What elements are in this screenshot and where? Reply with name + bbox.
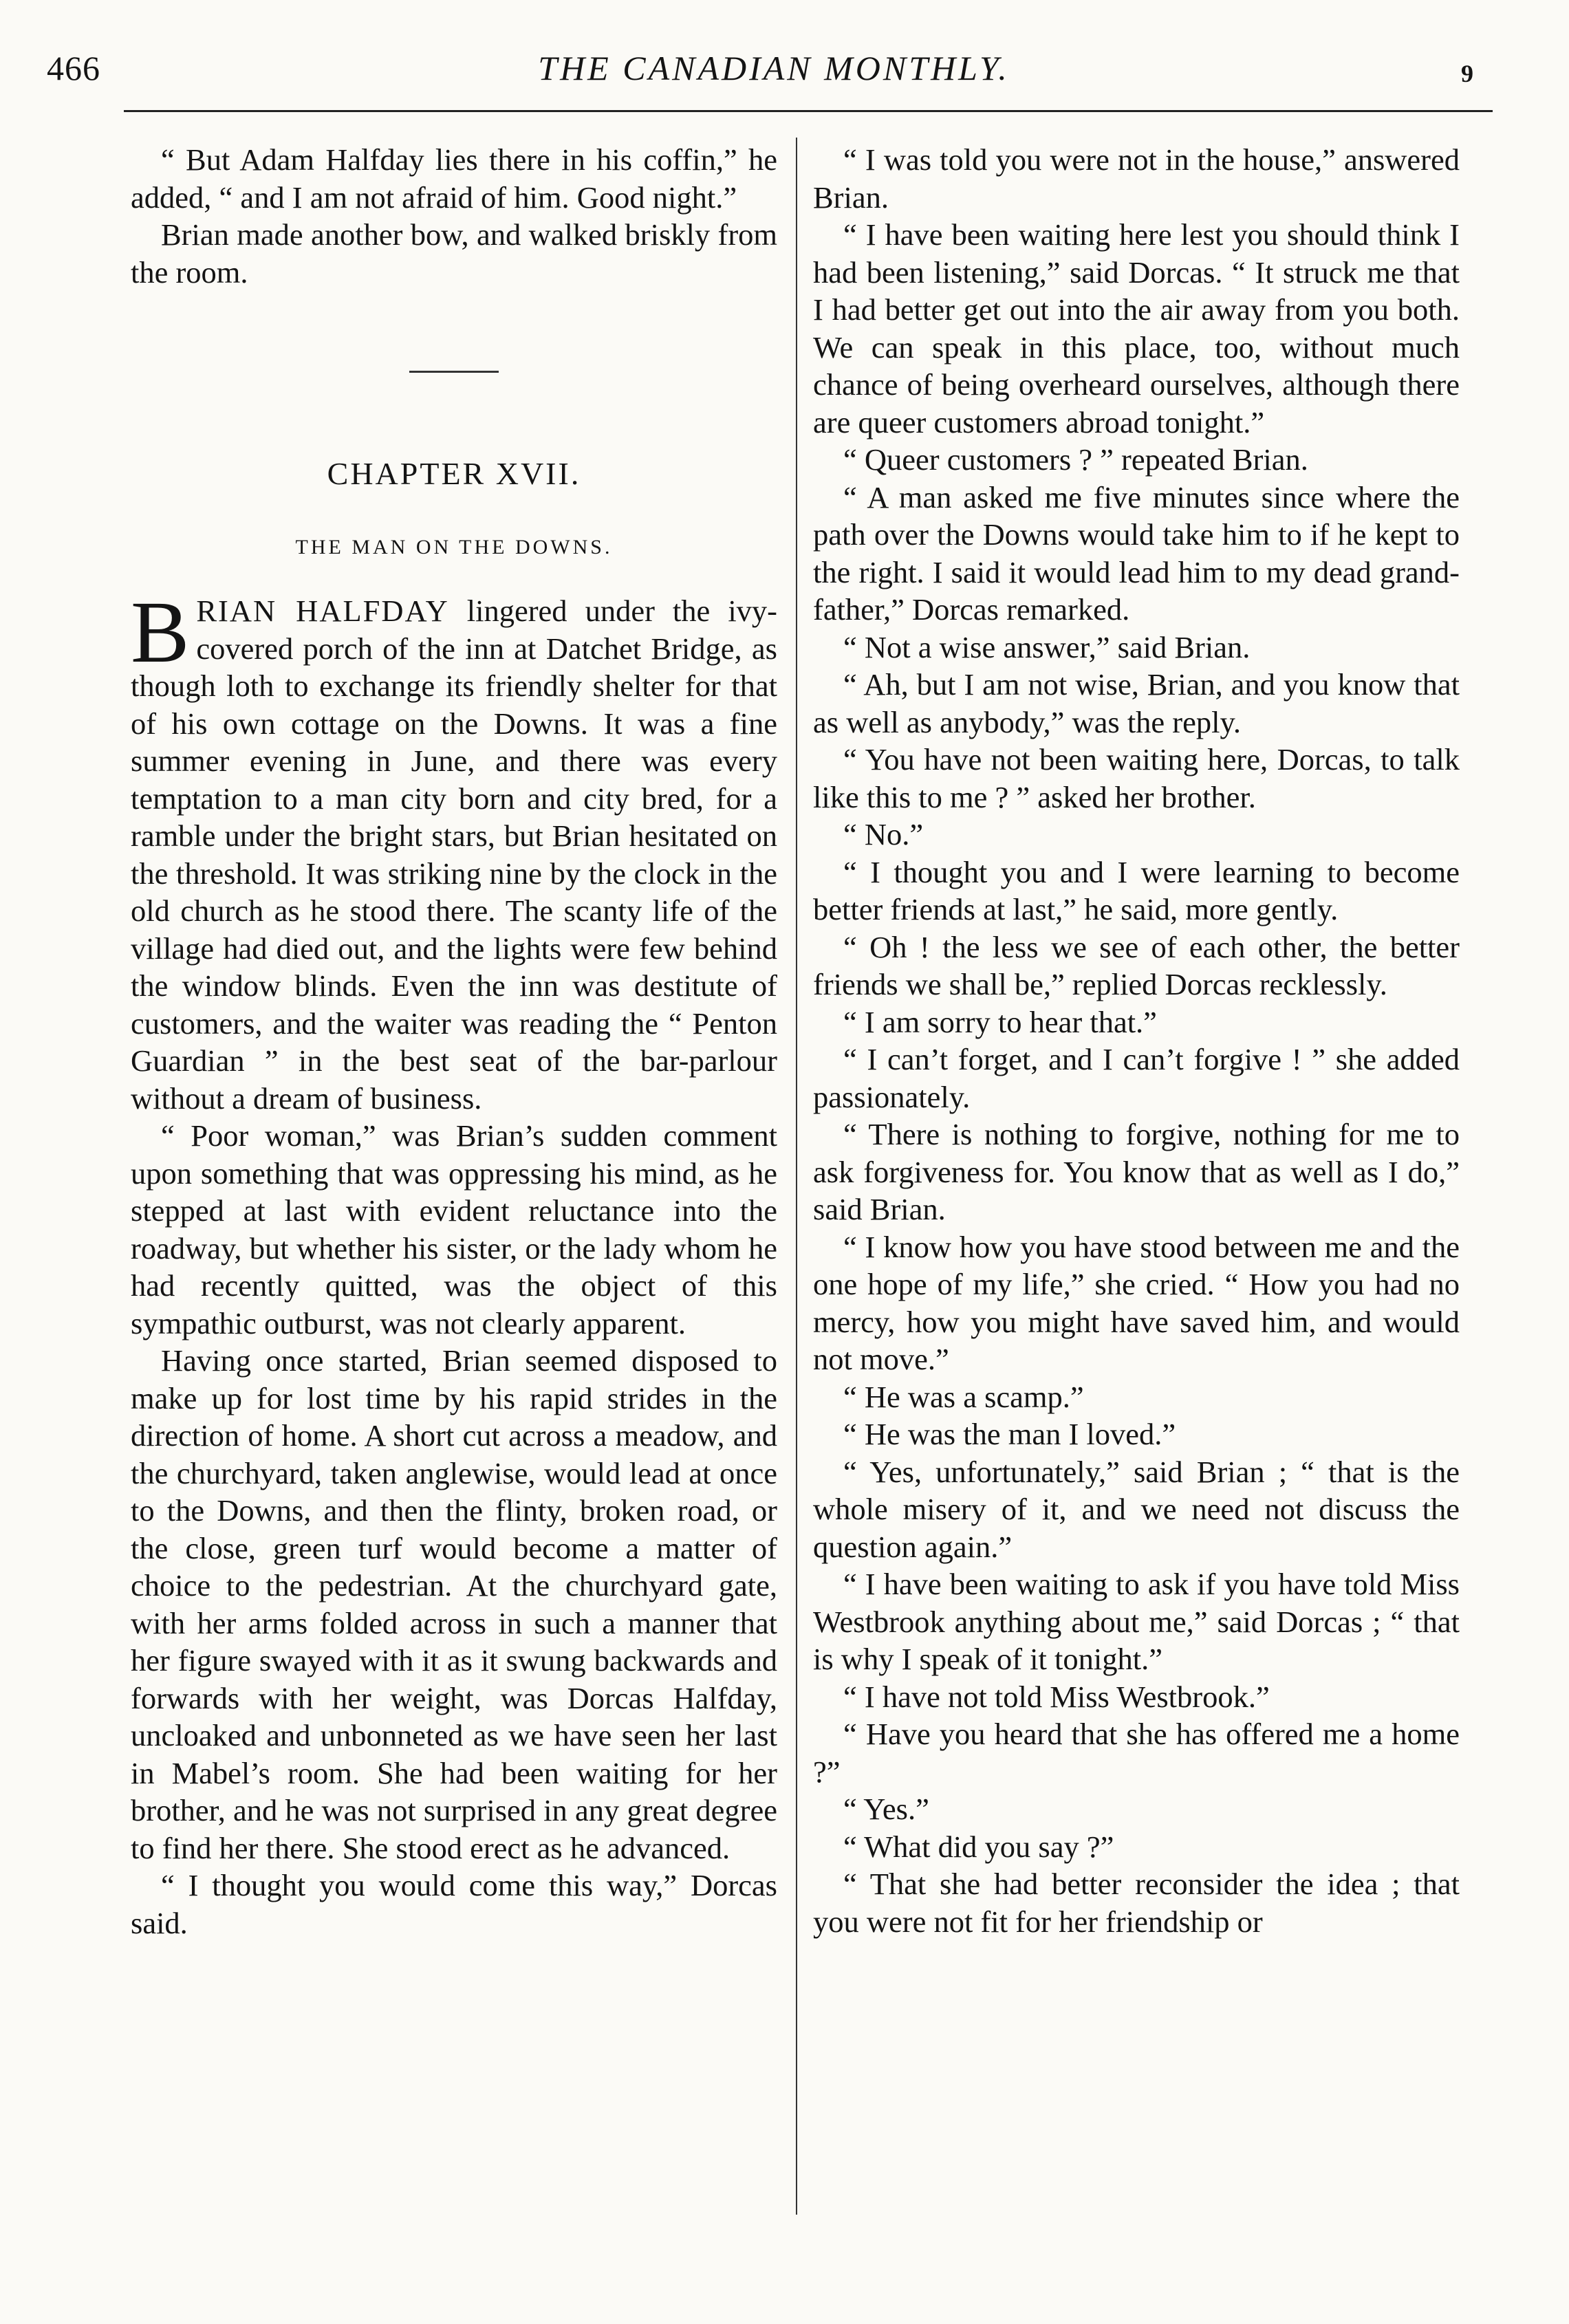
corner-mark: 9 xyxy=(1461,60,1473,87)
column-divider xyxy=(796,138,797,2215)
paragraph: “ I thought you and I were learning to become better friends at last,” he said, more gently. xyxy=(813,854,1460,926)
paragraph: “ I know how you have stood between me and the one hope of my life,” she cried. “ How you had no mercy, how you might have saved him, and would not move.” xyxy=(813,1229,1460,1376)
left-column xyxy=(131,141,777,1942)
opening-smallcaps: RIAN HALFDAY xyxy=(196,594,449,628)
paragraph: “ He was the man I loved.” xyxy=(843,1417,1176,1451)
header-rule xyxy=(124,110,1493,112)
paragraph: “ There is nothing to forgive, nothing for me to ask forgiveness for. You know that as well as I do,” said Brian. xyxy=(813,1117,1460,1226)
section-divider xyxy=(409,371,499,373)
paragraph: “ Queer customers ? ” repeated Brian. xyxy=(843,442,1308,477)
paragraph: “ Yes, unfortunately,” said Brian ; “ that is the whole misery of it, and we need not discuss the question again.” xyxy=(813,1454,1460,1564)
page-header xyxy=(41,43,1506,98)
drop-cap: B xyxy=(131,583,190,681)
paragraph: “ Poor woman,” was Brian’s sudden comment upon something that was oppressing his mind, as he stepped at last with evident reluctance into the roadway, but whether his sister, or the lady whom he had recently quitted, was the object of this sympathic outburst, was not clearly apparent. xyxy=(131,1118,777,1340)
paragraph: “ I can’t forget, and I can’t forgive ! ” she added passionately. xyxy=(813,1042,1460,1114)
paragraph: “ I was told you were not in the house,” answered Brian. xyxy=(813,142,1460,215)
chapter-subtitle: THE MAN ON THE DOWNS. xyxy=(295,535,613,558)
paragraph: Brian made another bow, and walked briskly from the room. xyxy=(131,217,777,290)
paragraph: “ No.” xyxy=(843,817,924,851)
paragraph: “ He was a scamp.” xyxy=(843,1379,1084,1414)
paragraph: “ I thought you would come this way,” Dorcas said. xyxy=(131,1868,777,1940)
chapter-title: CHAPTER XVII. xyxy=(327,456,581,491)
paragraph: “ Have you heard that she has offered me a home ?” xyxy=(813,1717,1460,1789)
paragraph: “ Yes.” xyxy=(843,1792,929,1826)
right-column xyxy=(813,141,1460,1940)
paragraph: “ I have not told Miss Westbrook.” xyxy=(843,1679,1270,1714)
paragraph: “ Oh ! the less we see of each other, the better friends we shall be,” replied Dorcas recklessly. xyxy=(813,929,1460,1001)
running-title: THE CANADIAN MONTHLY. xyxy=(538,49,1010,87)
page-number: 466 xyxy=(47,49,100,87)
paragraph: “ What did you say ?” xyxy=(843,1829,1114,1864)
paragraph: Having once started, Brian seemed disposed to make up for lost time by his rapid strides in the direction of home. A short cut across a meadow, and the churchyard, taken anglewise, would lead at once to the Downs, and then the flinty, broken road, or the close, green turf would become a matter of choice to the pedestrian. At the churchyard gate, with her arms folded across in such a manner that her figure swayed with it as it swung backwards and forwards with her weight, was Dorcas Halfday, uncloaked and unbonneted as we have seen her last in Mabel’s room. She had been waiting for her brother, and he was not surprised in any great degree to find her there. She stood erect as he advanced. xyxy=(131,1343,777,1865)
paragraph: “ I have been waiting to ask if you have told Miss Westbrook anything about me,” said Dorcas ; “ that is why I speak of it tonight.” xyxy=(813,1567,1460,1676)
opening-text: lingered under the ivy-covered porch of the inn at Datchet Bridge, as though loth to exchange its friendly shelter for that of his own cottage on the Downs. It was a fine summer evening in June, and there was every temptation to a man city born and city bred, for a ramble under the bright stars, but Brian hesitated on the threshold. It was striking nine by the clock in the old church as he stood there. The scanty life of the village had died out, and the lights were few behind the window blinds. Even the inn was destitute of customers, and the waiter was reading the “ Penton Guardian ” in the best seat of the bar-parlour without a dream of business. xyxy=(131,594,777,1116)
paragraph: “ That she had better reconsider the idea ; that you were not fit for her friendship or xyxy=(813,1867,1460,1939)
paragraph: “ I am sorry to hear that.” xyxy=(843,1004,1157,1039)
paragraph: “ Ah, but I am not wise, Brian, and you know that as well as anybody,” was the reply. xyxy=(813,667,1460,739)
paragraph: “ I have been waiting here lest you should think I had been listening,” said Dorcas. “ It struck me that I had better get out into the air away from you both. We can speak in this place, too, without much chance of being overheard ourselves, although there are queer customers abroad tonight.” xyxy=(813,217,1460,439)
paragraph: “ Not a wise answer,” said Brian. xyxy=(843,629,1251,664)
paragraph: “ But Adam Halfday lies there in his coffin,” he added, “ and I am not afraid of him. Good night.” xyxy=(131,142,777,215)
paragraph: “ You have not been waiting here, Dorcas, to talk like this to me ? ” asked her brother. xyxy=(813,742,1460,814)
opening-paragraph xyxy=(131,583,777,1117)
paragraph: “ A man asked me five minutes since where the path over the Downs would take him to if he kept to the right. I said it would lead him to my dead grandfather,” Dorcas remarked. xyxy=(813,479,1460,627)
